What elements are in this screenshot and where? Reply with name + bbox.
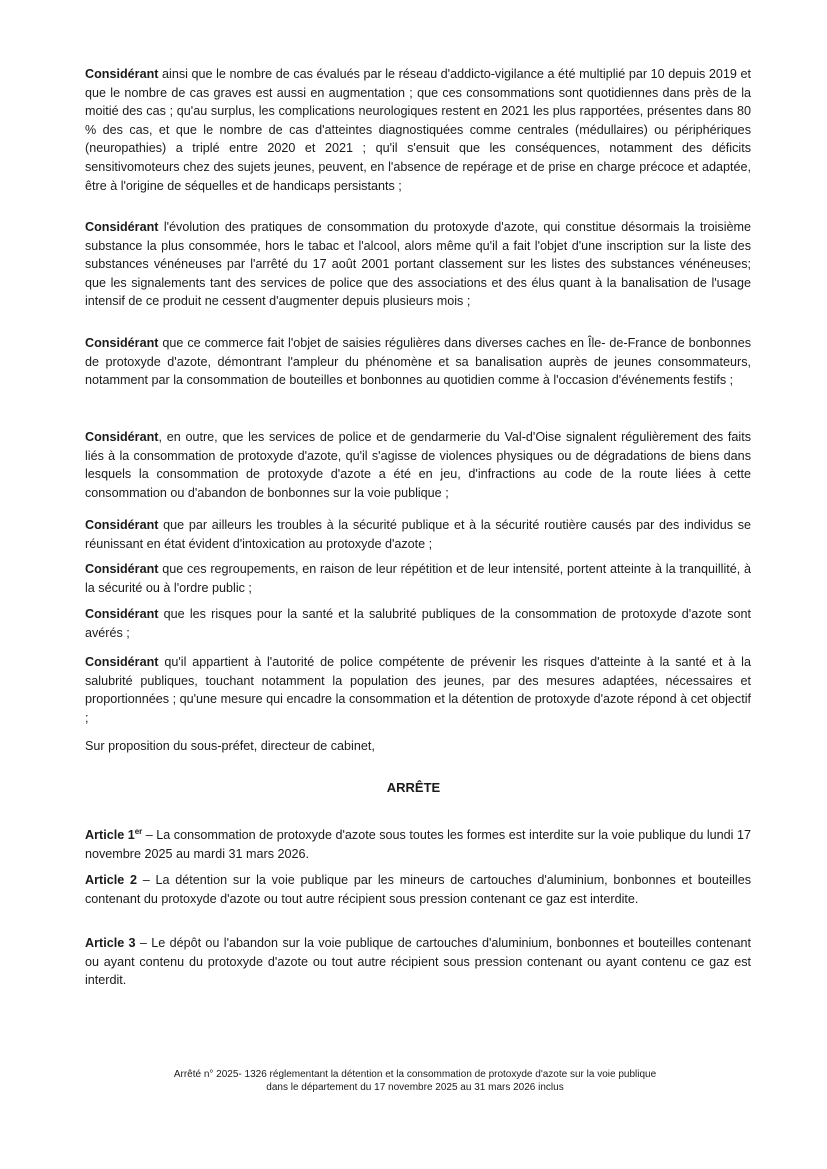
- considerant-paragraph: [85, 516, 751, 553]
- considerant-text: ainsi que le nombre de cas évalués par le réseau d'addicto-vigilance a été multiplié par 10 depuis 2019 et que le nombre de cas graves est aussi en augmentation ; que ces consommations sont quotidiennes dans près de la moitié des cas ; qu'au surplus, les complications neurologiques restent en 2021 les plus rapportées, présentes dans 80 % des cas, et que le nombre de cas d'atteintes diagnostiquées comme centrales (médullaires) ou périphériques (neuropathies) a triplé entre 2020 et 2021 ; qu'il s'ensuit que les conséquences, notamment des déficits sensitivomoteurs chez des sujets jeunes, peuvent, en l'absence de repérage et de prise en charge précoce et adaptée, être à l'origine de séquelles et de handicaps persistants ;: [85, 67, 751, 193]
- considerant-paragraph: [85, 218, 751, 311]
- article-3: [85, 934, 751, 990]
- considerant-text: , en outre, que les services de police et de gendarmerie du Val-d'Oise signalent régulièrement des faits liés à la consommation de protoxyde d'azote, qu'il s'agisse de violences physiques ou de dégradations de biens dans lesquels la consommation de protoxyde d'azote a été en jeu, d'infractions au code de la route liées à cette consommation ou d'abandon de bonbonnes sur la voie publique ;: [85, 430, 751, 500]
- considerant-lead: Considérant: [85, 220, 159, 234]
- considerant-lead: Considérant: [85, 655, 159, 669]
- considerant-text: qu'il appartient à l'autorité de police compétente de prévenir les risques d'atteinte à la santé et à la salubrité publiques, touchant notamment la population des jeunes, par des mesures adaptées, nécessaires et proportionnées ; qu'une mesure qui encadre la consommation et la détention de protoxyde d'azote répond à cet objectif ;: [85, 655, 751, 725]
- article-text: – Le dépôt ou l'abandon sur la voie publique de cartouches d'aluminium, bonbonnes et bouteilles contenant ou ayant contenu du protoxyde d'azote ou tout autre récipient sous pression contenant ou ayant contenu ce gaz est interdit.: [85, 936, 751, 988]
- considerant-paragraph: [85, 605, 751, 642]
- considerant-text: que par ailleurs les troubles à la sécurité publique et à la sécurité routière causés par des individus se réunissant en état évident d'intoxication au protoxyde d'azote ;: [85, 518, 751, 551]
- article-text: – La détention sur la voie publique par les mineurs de cartouches d'aluminium, bonbonnes et bouteilles contenant du protoxyde d'azote ou tout autre récipient sous pression contenant ce gaz est interdite.: [85, 873, 751, 906]
- proposition-line: Sur proposition du sous-préfet, directeur de cabinet,: [85, 739, 375, 753]
- footer-line: Arrêté n° 2025- 1326 réglementant la détention et la consommation de protoxyde d'azote sur la voie publique: [173, 1069, 657, 1080]
- considerant-lead: Considérant: [85, 518, 159, 532]
- considerant-paragraph: [85, 65, 751, 195]
- article-1: [85, 823, 751, 863]
- considerant-lead: Considérant: [85, 607, 159, 621]
- footer-line: dans le département du 17 novembre 2025 au 31 mars 2026 inclus: [266, 1082, 564, 1093]
- considerant-lead: Considérant: [85, 67, 159, 81]
- considerant-lead: Considérant: [85, 562, 159, 576]
- article-lead: [85, 828, 142, 842]
- article-2: [85, 871, 751, 908]
- considerant-paragraph: [85, 334, 751, 390]
- article-text: – La consommation de protoxyde d'azote sous toutes les formes est interdite sur la voie publique du lundi 17 novembre 2025 au mardi 31 mars 2026.: [85, 828, 751, 861]
- article-lead: Article 2: [85, 873, 137, 887]
- considerant-lead: Considérant: [85, 430, 159, 444]
- considerant-text: que ces regroupements, en raison de leur répétition et de leur intensité, portent atteinte à la tranquillité, à la sécurité ou à l'ordre public ;: [85, 562, 751, 595]
- considerant-paragraph: [85, 560, 751, 597]
- considerant-text: que les risques pour la santé et la salubrité publiques de la consommation de protoxyde d'azote sont avérés ;: [85, 607, 751, 640]
- section-title: ARRÊTE: [386, 780, 441, 795]
- considerant-paragraph: [85, 653, 751, 727]
- page-footer: [100, 1068, 730, 1094]
- considerant-paragraph: [85, 428, 751, 502]
- considerant-text: que ce commerce fait l'objet de saisies régulières dans diverses caches en Île- de-France de bonbonnes de protoxyde d'azote, démontrant l'ampleur du phénomène et sa banalisation auprès de jeunes consommateurs, notamment par la consommation de bouteilles et bonbonnes au quotidien comme à l'occasion d'événements festifs ;: [85, 336, 751, 388]
- article-lead: Article 3: [85, 936, 136, 950]
- considerant-lead: Considérant: [85, 336, 159, 350]
- article-sup: er: [134, 827, 143, 836]
- considerant-text: l'évolution des pratiques de consommation du protoxyde d'azote, qui constitue désormais la troisième substance la plus consommée, hors le tabac et l'alcool, alors même qu'il a fait l'objet d'une inscription sur la liste des substances vénéneuses par l'arrêté du 17 août 2001 portant classement sur les listes des substances vénéneuses; que les signalements tant des services de police que des associations et des élus quant à la banalisation de l'usage intensif de ce produit ne cessent d'augmenter depuis plusieurs mois ;: [85, 220, 751, 309]
- article-number: Article 1: [85, 828, 135, 843]
